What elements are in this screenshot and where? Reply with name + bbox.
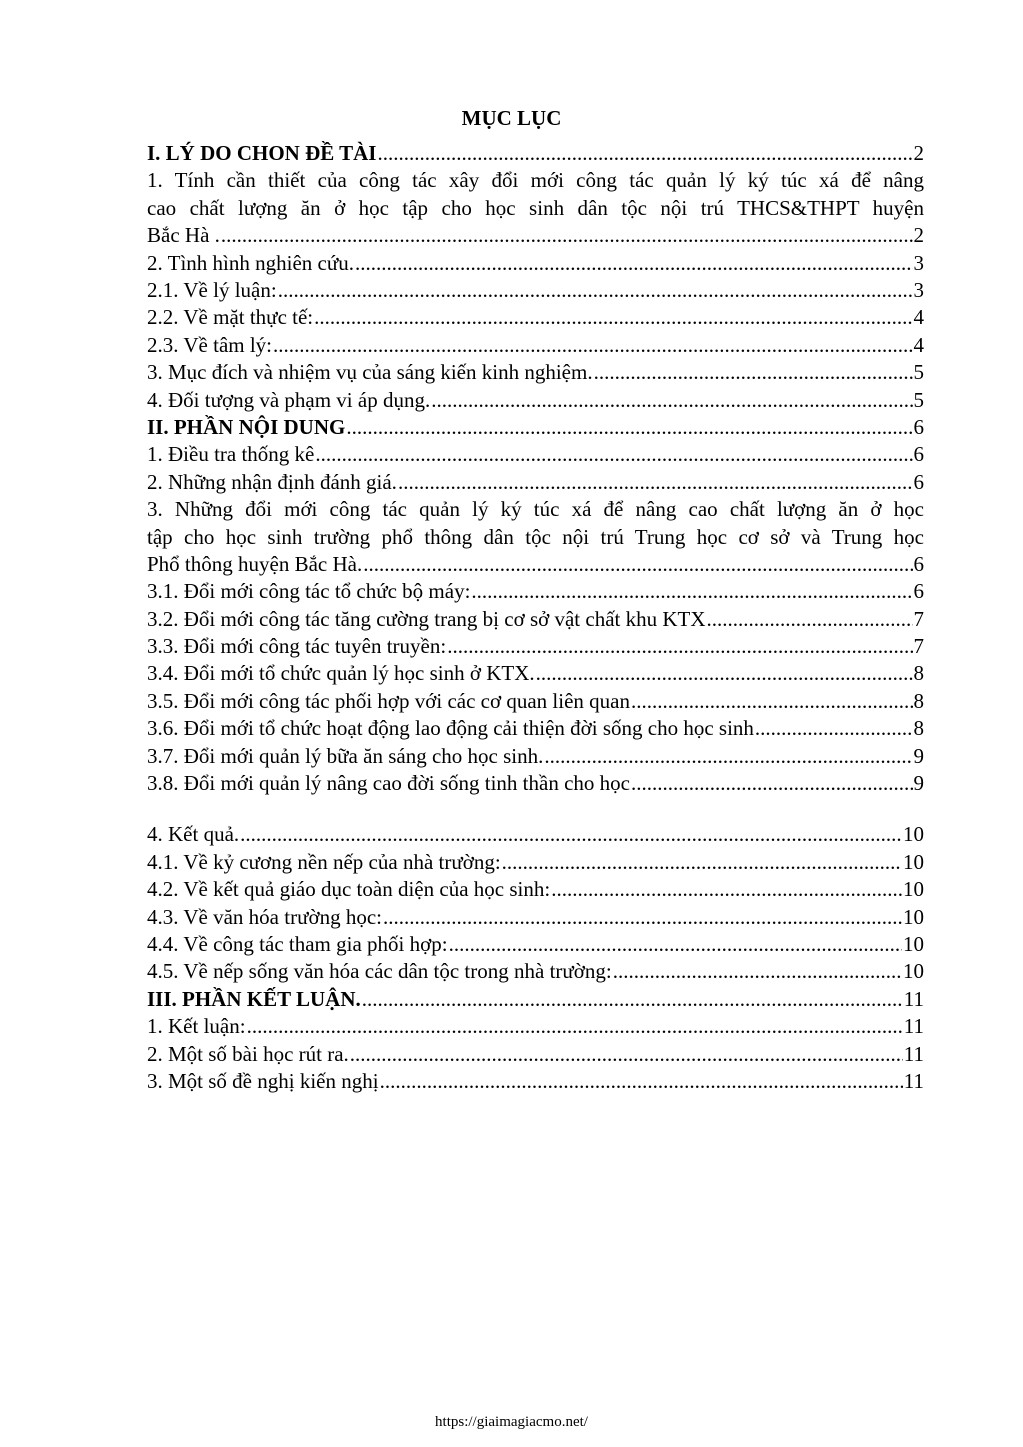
toc-entry — [147, 332, 924, 359]
dot-leader — [240, 821, 902, 848]
toc-entry-text: 1. Kết luận: — [147, 1014, 246, 1039]
toc-entry — [147, 770, 924, 797]
toc-entry-page: 5 — [913, 360, 924, 385]
toc-entry — [147, 904, 924, 931]
toc-entry-page: 3 — [913, 250, 924, 275]
toc-entry-page: 11 — [903, 1068, 924, 1093]
toc-entry — [147, 414, 924, 441]
toc-entry-page: 10 — [903, 904, 924, 929]
toc-entry — [147, 277, 924, 304]
toc-entry-page: 4 — [913, 332, 924, 357]
dot-leader — [755, 715, 913, 742]
toc-entry — [147, 715, 924, 742]
toc-entry-text-line: cao chất lượng ăn ở học tập cho học sinh dân tộc nội trú THCS&THPT huyện — [147, 195, 924, 220]
toc-entry-text: 3.6. Đổi mới tổ chức hoạt động lao động cải thiện đời sống cho học sinh — [147, 716, 754, 741]
toc-entry-text: 2. Tình hình nghiên cứu. — [147, 250, 354, 275]
toc-entry-last-line — [147, 551, 924, 578]
dot-leader — [631, 770, 913, 797]
toc-entry-text: III. PHẦN KẾT LUẬN. — [147, 986, 361, 1011]
toc-entry-page: 11 — [903, 1014, 924, 1039]
toc-entry-text-line: tập cho học sinh trường phổ thông dân tộc nội trú Trung học cơ sở và Trung học — [147, 524, 924, 549]
toc-entry-text: 2. Một số bài học rút ra. — [147, 1041, 349, 1066]
toc-entry-page: 7 — [913, 634, 924, 659]
toc-entry-page: 6 — [913, 579, 924, 604]
dot-leader — [362, 986, 903, 1013]
toc-entry-page: 2 — [913, 223, 924, 248]
toc-entry — [147, 167, 924, 222]
toc-entry — [147, 931, 924, 958]
toc-entry-page: 10 — [903, 932, 924, 956]
toc-entry-text: 4. Đối tượng và phạm vi áp dụng. — [147, 387, 431, 412]
toc-entry-text: 4.3. Về văn hóa trường học: — [147, 904, 382, 929]
toc-entry — [147, 606, 924, 633]
toc-entry-page: 8 — [913, 716, 924, 741]
dot-leader — [707, 606, 913, 633]
toc-entry-text: 3.1. Đổi mới công tác tổ chức bộ máy: — [147, 579, 471, 604]
dot-leader — [471, 578, 912, 605]
dot-leader — [247, 1013, 903, 1040]
dot-leader — [380, 1068, 903, 1095]
toc-entry-text: 2.1. Về lý luận: — [147, 277, 277, 302]
dot-leader — [431, 387, 912, 414]
toc-entry-text: 3. Một số đề nghị kiến nghị — [147, 1068, 379, 1093]
spacer — [147, 797, 924, 821]
toc-entry-page: 8 — [913, 688, 924, 713]
dot-leader — [315, 441, 912, 468]
dot-leader — [355, 250, 913, 277]
toc-entry-text-line: 3. Những đổi mới công tác quản lý ký túc xá để nâng cao chất lượng ăn ở học — [147, 497, 924, 522]
toc-entry — [147, 876, 924, 903]
toc-entry — [147, 304, 924, 331]
toc-entry-text: 3.7. Đổi mới quản lý bữa ăn sáng cho học sinh. — [147, 743, 544, 768]
dot-leader — [273, 332, 912, 359]
toc-entry-text: I. LÝ DO CHON ĐỀ TÀI — [147, 141, 377, 165]
toc-entry — [147, 250, 924, 277]
toc-entry-page: 5 — [913, 387, 924, 412]
toc-entry — [147, 633, 924, 660]
toc-entry-text-line: 1. Tính cần thiết của công tác xây đổi mới công tác quản lý ký túc xá để nâng — [147, 168, 924, 193]
dot-leader — [221, 222, 913, 249]
toc-entry — [147, 821, 924, 848]
dot-leader — [383, 904, 902, 931]
toc-entry-text: 2. Những nhận định đánh giá. — [147, 469, 397, 494]
toc-entry-text: 3.8. Đổi mới quản lý nâng cao đời sống tinh thần cho học — [147, 771, 630, 796]
toc-entry-text: 3.4. Đổi mới tổ chức quản lý học sinh ở KTX. — [147, 661, 535, 686]
footer-url: https://giaimagiacmo.net/ — [435, 1414, 588, 1430]
toc-entry-page: 11 — [903, 1041, 924, 1066]
table-of-contents — [147, 140, 924, 1095]
toc-entry-text: 4.2. Về kết quả giáo dục toàn diện của học sinh: — [147, 877, 551, 902]
toc-entry-page: 4 — [913, 305, 924, 330]
toc-entry — [147, 1013, 924, 1040]
toc-entry — [147, 958, 924, 985]
toc-entry-page: 6 — [913, 469, 924, 494]
dot-leader — [363, 551, 912, 578]
page-title: MỤC LỤC — [461, 106, 562, 130]
toc-entry — [147, 140, 924, 167]
toc-entry-page: 9 — [913, 771, 924, 796]
toc-entry-text: Bắc Hà . — [147, 223, 220, 248]
toc-entry-text: II. PHẦN NỘI DUNG — [147, 414, 346, 439]
toc-entry-text: 4.4. Về công tác tham gia phối hợp: — [147, 932, 448, 956]
toc-entry-page: 10 — [903, 849, 924, 874]
toc-entry-text: Phổ thông huyện Bắc Hà. — [147, 551, 363, 576]
toc-entry-text: 3.3. Đổi mới công tác tuyên truyền: — [147, 634, 447, 659]
toc-entry-text: 3.5. Đổi mới công tác phối hợp với các cơ quan liên quan — [147, 688, 630, 713]
toc-entry — [147, 849, 924, 876]
toc-entry — [147, 743, 924, 770]
toc-entry-page: 2 — [913, 141, 924, 165]
toc-entry-page: 7 — [913, 606, 924, 631]
toc-entry-text: 3. Mục đích và nhiệm vụ của sáng kiến kinh nghiệm. — [147, 360, 593, 385]
toc-entry — [147, 986, 924, 1013]
toc-entry-page: 9 — [913, 743, 924, 768]
toc-entry — [147, 469, 924, 496]
toc-entry-page: 8 — [913, 661, 924, 686]
toc-entry-page: 10 — [903, 877, 924, 902]
toc-entry-page: 3 — [913, 277, 924, 302]
toc-entry — [147, 441, 924, 468]
dot-leader — [346, 414, 912, 441]
toc-entry-text: 2.3. Về tâm lý: — [147, 332, 273, 357]
dot-leader — [502, 849, 902, 876]
toc-entry-page: 11 — [903, 986, 924, 1011]
toc-entry-page: 6 — [913, 551, 924, 576]
dot-leader — [536, 660, 913, 687]
dot-leader — [449, 931, 902, 958]
dot-leader — [314, 304, 912, 331]
dot-leader — [631, 688, 913, 715]
toc-entry-text: 3.2. Đổi mới công tác tăng cường trang bị cơ sở vật chất khu KTX — [147, 606, 706, 631]
toc-entry-text: 4. Kết quả. — [147, 822, 240, 847]
toc-entry — [147, 688, 924, 715]
toc-entry-text: 2.2. Về mặt thực tế: — [147, 305, 314, 330]
toc-entry — [147, 359, 924, 386]
toc-entry-text: 4.1. Về kỷ cương nền nếp của nhà trường: — [147, 849, 501, 874]
dot-leader — [350, 1041, 903, 1068]
dot-leader — [594, 359, 913, 386]
toc-entry — [147, 387, 924, 414]
toc-entry-last-line — [147, 222, 924, 249]
dot-leader — [447, 633, 912, 660]
toc-entry — [147, 496, 924, 551]
dot-leader — [377, 140, 912, 167]
toc-entry-text: 1. Điều tra thống kê — [147, 442, 315, 467]
toc-entry-page: 10 — [903, 822, 924, 847]
toc-entry — [147, 1068, 924, 1095]
toc-entry-page: 6 — [913, 414, 924, 439]
dot-leader — [278, 277, 913, 304]
toc-entry-page: 10 — [903, 959, 924, 984]
dot-leader — [398, 469, 913, 496]
toc-entry — [147, 1041, 924, 1068]
dot-leader — [613, 958, 902, 985]
dot-leader — [551, 876, 902, 903]
toc-entry-page: 6 — [913, 442, 924, 467]
toc-entry-text: 4.5. Về nếp sống văn hóa các dân tộc trong nhà trường: — [147, 959, 612, 984]
dot-leader — [544, 743, 912, 770]
toc-entry — [147, 660, 924, 687]
toc-entry — [147, 578, 924, 605]
